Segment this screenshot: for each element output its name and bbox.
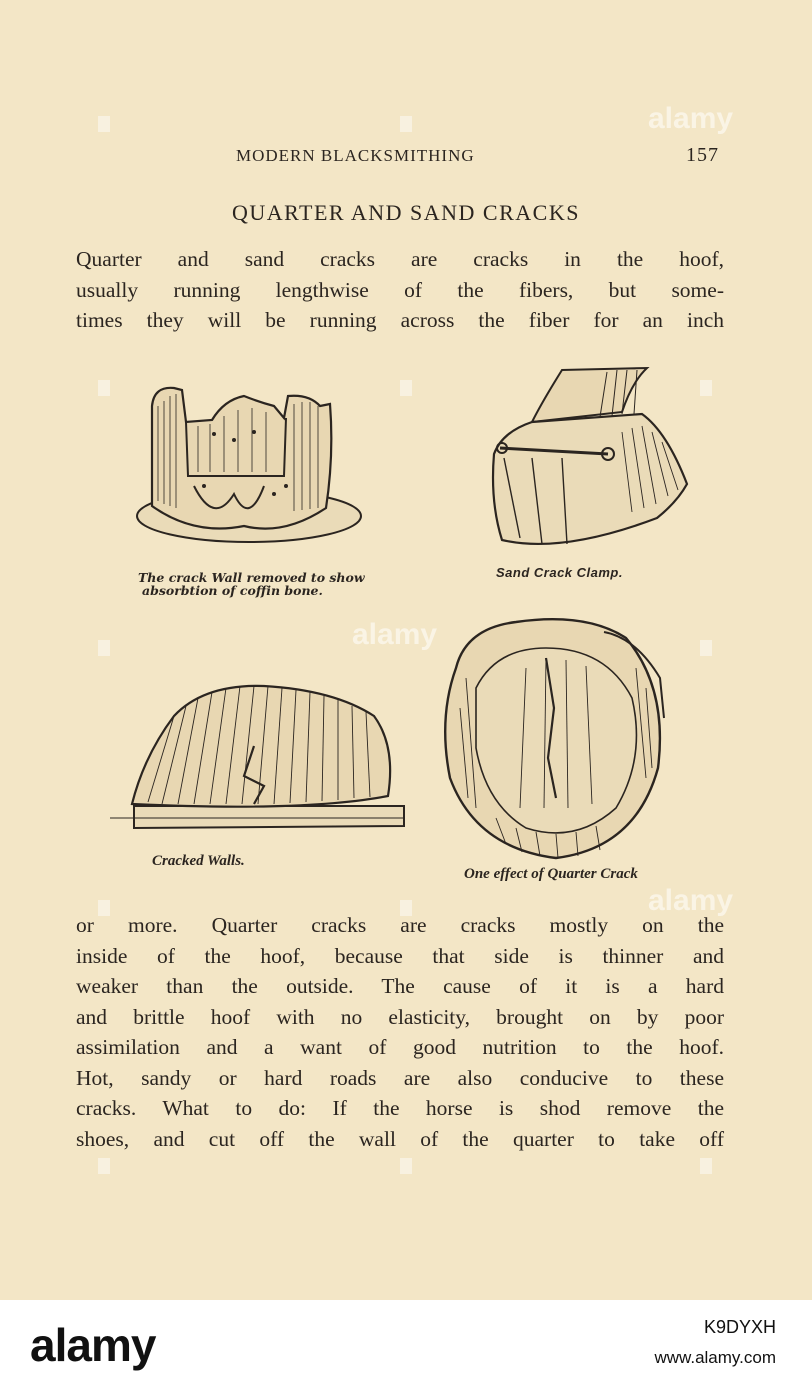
text-line: shoes, and cut off the wall of the quarter to take off [76,1126,724,1151]
watermark-mark [400,380,412,396]
caption-line: The crack Wall removed to show [138,570,365,585]
watermark-text: alamy [648,884,734,917]
text-line: Quarter and sand cracks are cracks in the hoof, [76,247,724,271]
paragraph-intro [76,244,724,336]
watermark-mark [400,1158,412,1174]
caption-line: absorbtion of coffin bone. [142,583,323,598]
page-number: 157 [686,144,719,166]
watermark-mark [98,116,110,132]
text-line: weaker than the outside. The cause of it is a hard [76,974,724,998]
footer-logo: alamy [30,1319,156,1371]
text-line: and brittle hoof with no elasticity, brought on by poor [76,1004,724,1029]
watermark-mark [700,380,712,396]
caption-sand-crack-clamp: Sand Crack Clamp. [496,565,623,580]
quarter-crack-hoof-illustration [436,608,674,868]
text-line: usually running lengthwise of the fibers, but some- [76,277,724,302]
cracked-walls-illustration [104,676,412,842]
figure-quarter-crack-effect [436,608,674,868]
watermark-text: alamy [648,102,734,135]
watermark-mark [98,900,110,916]
text-line: times they will be running across the fiber for an inch [76,308,724,332]
running-head-title: MODERN BLACKSMITHING [236,146,475,165]
figure-cracked-walls [104,676,412,842]
watermark-mark [700,1158,712,1174]
watermark-text: alamy [352,618,438,651]
text-line: or more. Quarter cracks are cracks mostly on the [76,913,724,937]
text-line: Hot, sandy or hard roads are also conducive to these [76,1065,724,1090]
sand-crack-clamp-illustration [482,362,692,554]
caption-wall-removed [138,571,378,597]
watermark-mark [400,900,412,916]
figure-sand-crack-clamp [482,362,692,554]
watermark-mark [98,380,110,396]
text-line: inside of the hoof, because that side is thinner and [76,943,724,968]
caption-cracked-walls: Cracked Walls. [152,853,245,869]
watermark-mark [98,1158,110,1174]
chapter-title: QUARTER AND SAND CRACKS [232,200,580,225]
watermark-mark [98,640,110,656]
footer-bar [0,1300,812,1390]
watermark-mark [700,640,712,656]
text-line: assimilation and a want of good nutrition to the hoof. [76,1035,724,1059]
figure-hoof-wall-removed [134,376,364,556]
footer-image-id: K9DYXH [703,1317,776,1337]
caption-quarter-crack: One effect of Quarter Crack [464,866,638,882]
text-line: cracks. What to do: If the horse is shod remove the [76,1096,724,1120]
footer-url: www.alamy.com [654,1348,776,1367]
watermark-mark [400,116,412,132]
hoof-wall-removed-illustration [134,376,364,556]
paragraph-body [76,910,724,1154]
